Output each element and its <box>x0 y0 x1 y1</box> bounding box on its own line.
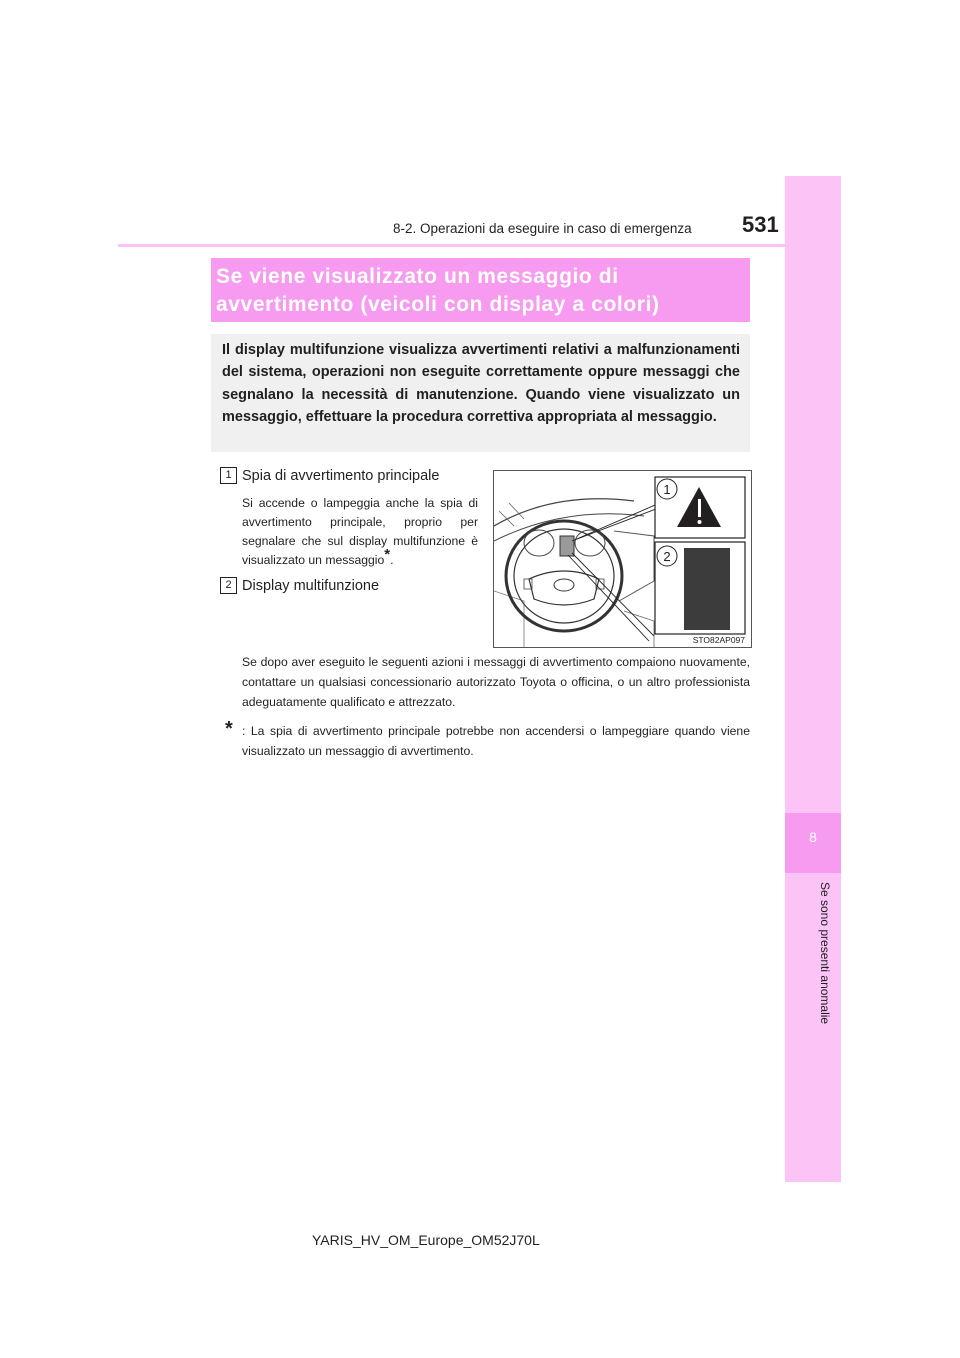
callout-2: 2 <box>663 549 671 564</box>
footnote-mark: * <box>384 545 391 563</box>
footnote-text: : La spia di avvertimento principale potrebbe non accendersi o lampeggiare quando viene visualizzato un messaggio di avvertimento. <box>242 724 750 758</box>
intro-text: Il display multifunzione visualizza avvertimenti relativi a malfunzionamenti del sistema, operazioni non eseguite correttamente oppure messaggi che segnalano la necessità di manutenzione. Quando viene visualizzato un messaggio, effettuare la procedura correttiva appropriata al messaggio. <box>222 342 740 426</box>
item-description-1: Si accende o lampeggia anche la spia di avvertimento principale, proprio per segnalare che sul display multifunzione è visualizzato un messaggio*. <box>242 496 478 567</box>
dashboard-drawing <box>494 471 751 647</box>
chapter-title: Se sono presenti anomalie <box>818 882 832 1025</box>
item-title-1: Spia di avvertimento principale <box>242 468 440 484</box>
section-heading: 8-2. Operazioni da eseguire in caso di emergenza <box>393 221 692 236</box>
footer-code: YARIS_HV_OM_Europe_OM52J70L <box>312 1232 540 1248</box>
dashboard-illustration <box>493 470 752 648</box>
chapter-number: 8 <box>809 829 817 845</box>
body-paragraph: Se dopo aver eseguito le seguenti azioni i messaggi di avvertimento compaiono nuovamente, contattare un qualsiasi concessionario autorizzato Toyota o officina, o un altro professionista adeguatamente qualificato e attrezzato. <box>242 655 750 709</box>
footnote-star: * <box>225 718 233 740</box>
side-tab <box>785 176 841 1182</box>
item-number-2: 2 <box>220 577 237 594</box>
header-rule <box>118 244 841 247</box>
page-title: Se viene visualizzato un messaggio di avvertimento (veicoli con display a colori) <box>216 265 660 316</box>
callout-1: 1 <box>663 482 671 497</box>
item-description-text: Si accende o lampeggia anche la spia di avvertimento principale, proprio per segnalare che sul display multifunzione è visualizzato un messaggio <box>242 496 478 567</box>
illustration-code: STO82AP097 <box>692 635 745 645</box>
item-title-2: Display multifunzione <box>242 578 380 594</box>
item-number-1: 1 <box>220 467 237 484</box>
page-number: 531 <box>742 212 779 237</box>
